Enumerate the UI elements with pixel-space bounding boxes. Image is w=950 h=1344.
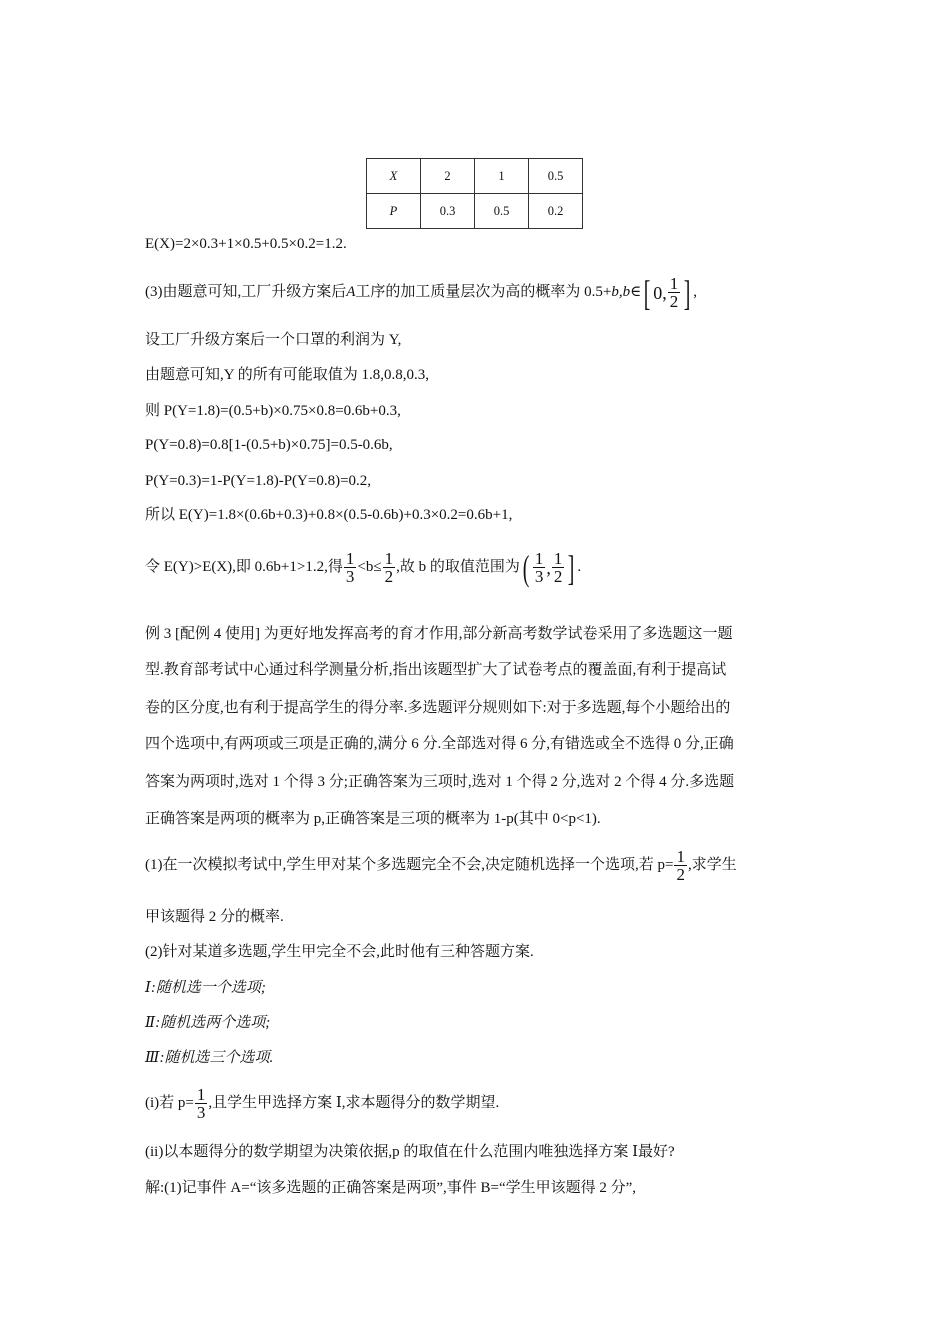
question-i [145,1081,499,1125]
text: ,且学生甲选择方案 Ⅰ,求本题得分的数学期望. [208,1095,500,1111]
text-line: P(Y=0.3)=1-P(Y=1.8)-P(Y=0.8)=0.2, [145,473,372,489]
fraction: $\frac{1}{3}$ [345,549,355,587]
text-line: 所以 E(Y)=1.8×(0.6b+0.3)+0.8×(0.5-0.6b)+0.3×0.2=0.6b+1, [145,507,513,523]
interval-start: 0 [653,282,663,303]
text: ,故 b 的取值范围为 [396,559,520,575]
text-line: 设工厂升级方案后一个口罩的利润为 Y, [145,332,402,348]
right-bracket: ] [683,272,691,313]
table-cell: 0.3 [421,194,475,229]
example3-paragraph: 例 3 [配例 4 使用] 为更好地发挥高考的育才作用,部分新高考数学试卷采用了多选题这一题 [145,626,733,642]
table-cell: 0.5 [529,159,583,194]
fraction: $\frac{1}{2}$ [669,274,679,312]
example3-paragraph: 正确答案是两项的概率为 p,正确答案是三项的概率为 1-p(其中 0<p<1). [145,811,601,827]
table-cell: X [367,159,421,194]
table-cell: 1 [475,159,529,194]
scheme-2: Ⅱ:随机选两个选项; [145,1015,271,1031]
example3-paragraph: 答案为两项时,选对 1 个得 3 分;正确答案为三项时,选对 1 个得 2 分,选对 2 个得 4 分.多选题 [145,774,735,790]
text-line: 由题意可知,Y 的所有可能取值为 1.8,0.8,0.3, [145,367,430,383]
part3-intro-line: (3)由题意可知,工厂升级方案后A工序的加工质量层次为高的概率为 0.5+b,b∈[ 0, $\frac{1}{2}$ ] , [145,272,697,313]
distribution-table [366,158,583,229]
scheme-1: Ⅰ:随机选一个选项; [145,980,266,996]
text: (1)在一次模拟考试中,学生甲对某个多选题完全不会,决定随机选择一个选项,若 p= [145,857,674,873]
fraction: $\frac{1}{2}$ [384,549,394,587]
range-line: 令 E(Y)>E(X),即 0.6b+1>1.2,得 $\frac{1}{3}$ <b≤ $\frac{1}{2}$ ,故 b 的取值范围为( $\frac{1}{3}$ , $\frac{1}{2}$ ] . [145,547,582,588]
question-1-cont: 甲该题得 2 分的概率. [145,909,284,925]
text: 令 E(Y)>E(X),即 0.6b+1>1.2,得 [145,559,343,575]
text-line: P(Y=0.8)=0.8[1-(0.5+b)×0.75]=0.5-0.6b, [145,437,393,453]
table-row [367,194,583,229]
fraction: $\frac{1}{2}$ [676,847,685,885]
text: (3)由题意可知,工厂升级方案后 [145,284,347,300]
example3-paragraph: 卷的区分度,也有利于提高学生的得分率.多选题评分规则如下:对于多选题,每个小题给出的 [145,700,731,716]
table-cell: 0.5 [475,194,529,229]
left-paren: ( [522,547,530,588]
text: A [346,284,356,300]
question-1 [145,843,737,887]
fraction: $\frac{1}{3}$ [534,549,544,587]
question-ii: (ii)以本题得分的数学期望为决策依据,p 的取值在什么范围内唯独选择方案 Ⅰ最好? [145,1144,675,1160]
text: (i)若 p= [145,1095,194,1111]
fraction: $\frac{1}{2}$ [553,549,563,587]
text-line: 则 P(Y=1.8)=(0.5+b)×0.75×0.8=0.6b+0.3, [145,403,401,419]
example3-paragraph: 型.教育部考试中心通过科学测量分析,指出该题型扩大了试卷考点的覆盖面,有利于提高试 [145,662,727,678]
example3-paragraph: 四个选项中,有两项或三项是正确的,满分 6 分.全部选对得 6 分,有错选或全不选得 0 分,正确 [145,736,734,752]
fraction: $\frac{1}{3}$ [196,1085,206,1123]
expectation-x-line: E(X)=2×0.3+1×0.5+0.5×0.2=1.2. [145,236,347,252]
text: <b≤ [357,559,382,575]
text: 工序的加工质量层次为高的概率为 0.5+ [355,284,612,300]
scheme-3: Ⅲ:随机选三个选项. [145,1050,274,1066]
table-cell: P [367,194,421,229]
right-bracket: ] [568,547,575,588]
left-bracket: [ [643,272,651,313]
table-cell: 2 [421,159,475,194]
table-cell: 0.2 [529,194,583,229]
table-row [367,159,583,194]
text: b,b [611,284,631,300]
text: ∈ [630,284,642,300]
question-2: (2)针对某道多选题,学生甲完全不会,此时他有三种答题方案. [145,944,534,960]
solution-start: 解:(1)记事件 A=“该多选题的正确答案是两项”,事件 B=“学生甲该题得 2 分”, [145,1180,637,1196]
text: ,求学生 [687,857,737,873]
